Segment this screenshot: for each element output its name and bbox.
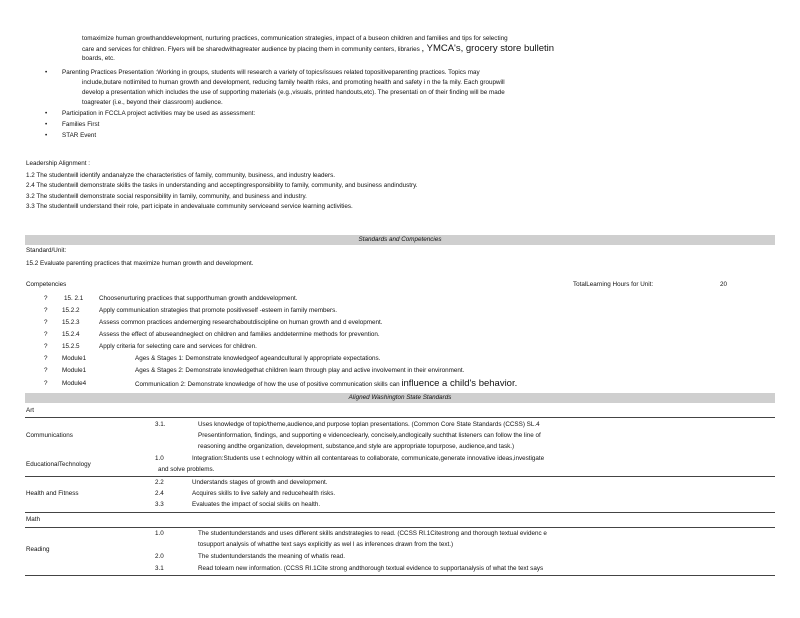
competency-text: Assess common practices andemerging researchaboutdiscipline on human growth and d evelopment.	[99, 319, 383, 326]
comm-31-line-3: reasoning andthe organization, development, substance,and style are appropriate topurpose, audience,and task.)	[198, 443, 515, 450]
math-label: Math	[26, 516, 40, 523]
divider	[25, 527, 775, 528]
bullet-participation: Participation in FCCLA project activities may be used as assessment:	[62, 110, 256, 117]
competency-bullet: ?	[44, 343, 48, 350]
competency-text: Apply communication strategies that promote positiveself -esteem in family members.	[99, 307, 337, 314]
competency-code: Module1	[62, 355, 87, 362]
health-text: Understands stages of growth and development.	[192, 479, 328, 486]
reading-10-num: 1.0	[155, 530, 164, 537]
standards-competencies-bar: Standards and Competencies	[25, 235, 775, 245]
competency-code: 15.2.5	[62, 343, 80, 350]
competency-text	[135, 380, 517, 389]
leadership-heading: Leadership Alignment :	[26, 160, 91, 167]
reading-20-num: 2.0	[155, 553, 164, 560]
reading-10-line-2: tosupport analysis of whatthe text says explicitly as wel l as inferences drawn from the text.)	[198, 541, 454, 548]
reading-20-text: The studentunderstands the meaning of whatis read.	[198, 553, 346, 560]
aligned-standards-bar: Aligned Washington State Standards	[25, 393, 775, 403]
competency-text: Assess the effect of abuseandneglect on children and families anddetermine methods for prevention.	[99, 331, 380, 338]
bullet-parenting-line-4: toagreater (i.e., beyond their classroom) audience.	[82, 99, 223, 106]
competency-bullet: ?	[44, 355, 48, 362]
competency-text: Ages & Stages 1: Demonstrate knowledgeof ageandcultural ly appropriate expectations.	[135, 355, 381, 362]
competencies-label: Competencies	[26, 281, 67, 288]
competency-text: Choosenurturing practices that supporthuman growth anddevelopment.	[99, 295, 298, 302]
comm-31-line-2: Presentinformation, findings, and supporting e videnceclearly, concisely,andlogically suchthat listeners can follow the line of	[198, 432, 541, 439]
health-num: 2.2	[155, 479, 164, 486]
leadership-item: 3.2 The studentwill demonstrate social responsibility in family, community, and business and industry.	[26, 193, 307, 200]
edtech-10-line-1: Integration:Students use t echnology within all contentareas to collaborate, communicate,generate innovative ideas,investigate	[192, 455, 545, 462]
reading-31-text: Read tolearn new information. (CCSS RI.1Cite strong andthorough textual evidence to supportanalysis of what the text says	[198, 565, 544, 572]
communications-label: Communications	[26, 432, 73, 439]
intro-line-2	[82, 45, 554, 54]
edtech-10-line-2: and solve problems.	[158, 466, 215, 473]
edtech-label: EducationalTechnology	[26, 461, 91, 468]
competency-text: Apply criteria for selecting care and services for children.	[99, 343, 257, 350]
competency-bullet: ?	[44, 367, 48, 374]
divider	[25, 575, 775, 576]
bullet-families-first: Families First	[62, 121, 100, 128]
intro-line-3: boards, etc.	[82, 55, 115, 62]
bullet-parenting-line-1: Parenting Practices Presentation :Working in groups, students will research a variety of topics/issues related topositiveparenting practices. Topics may	[62, 69, 480, 76]
leadership-item: 2.4 The studentwill demonstrate skills the tasks in understanding and acceptingresponsibility to family, community, and business andindustry.	[26, 182, 418, 189]
competency-code: 15.2.2	[62, 307, 80, 314]
leadership-item: 1.2 The studentwill identify andanalyze the characteristics of family, community, business, and industry leaders.	[26, 172, 336, 179]
competency-bullet: ?	[44, 295, 48, 302]
health-text: Acquires skills to live safely and reducehealth risks.	[192, 490, 336, 497]
competency-bullet: ?	[44, 307, 48, 314]
reading-31-num: 3.1	[155, 565, 164, 572]
bullet-dot: •	[45, 132, 48, 139]
competency-code: 15.2.4	[62, 331, 80, 338]
competency-text: Ages & Stages 2: Demonstrate knowledgethat children learn through play and active involvement in their environment.	[135, 367, 465, 374]
intro-line-1: tomaximize human growthanddevelopment, nurturing practices, communication strategies, impact of a buseon children and families and tips for selecting	[82, 35, 508, 42]
standard-unit-label: Standard/Unit:	[26, 247, 67, 254]
competency-code: Module1	[62, 367, 87, 374]
health-text: Evaluates the impact of social skills on health.	[192, 501, 321, 508]
competency-code: Module4	[62, 380, 87, 387]
bullet-dot: •	[45, 110, 48, 117]
leadership-item: 3.3 The studentwill understand their role, part icipate in andevaluate community serviceand service learning activities.	[26, 203, 353, 210]
bullet-dot: •	[45, 121, 48, 128]
comm-31-num: 3.1.	[155, 421, 166, 428]
divider	[25, 417, 775, 418]
bullet-parenting-line-3: develop a presentation which includes the use of supporting materials (e.g.,visuals, printed handouts,etc). The presentati on of their finding will be made	[82, 89, 505, 96]
divider	[25, 476, 775, 477]
art-label: Art	[26, 407, 35, 414]
total-hours-label: TotalLearning Hours for Unit:	[573, 281, 654, 288]
health-fitness-label: Health and Fitness	[26, 490, 79, 497]
competency-code: 15. 2.1	[64, 295, 84, 302]
bullet-dot: •	[45, 69, 48, 76]
competency-code: 15.2.3	[62, 319, 80, 326]
total-hours-value: 20	[720, 281, 728, 288]
competency-bullet: ?	[44, 331, 48, 338]
edtech-10-num: 1.0	[155, 455, 164, 462]
bullet-parenting-line-2: include,butare notlimited to human growth and development, reducing family health risks, and promoting health and safety i n the fa mily. Each groupwill	[82, 79, 505, 86]
divider	[25, 512, 775, 513]
competency-text-part: Communication 2: Demonstrate knowledge of how the use of positive communication skills can	[135, 381, 400, 388]
health-num: 2.4	[155, 490, 164, 497]
reading-label: Reading	[26, 546, 50, 553]
standard-unit-text: 15.2 Evaluate parenting practices that maximize human growth and development.	[26, 260, 254, 267]
comm-31-line-1: Uses knowledge of topic/theme,audience,and purpose toplan presentations. (Common Core State Standards (CCSS) SL.4	[198, 421, 540, 428]
intro-line-2-text: care and services for children. Flyers will be sharedwithagreater audience by placing them in community centers, libraries	[82, 46, 420, 53]
health-num: 3.3	[155, 501, 164, 508]
competency-text-emphasis: influence a child's behavior.	[401, 378, 518, 389]
reading-10-line-1: The studentunderstands and uses different skills andstrategies to read. (CCSS RI.1Citestrong and thorough textual evidenc e	[198, 530, 547, 537]
intro-line-2-emphasis: , YMCA's, grocery store bulletin	[421, 43, 555, 54]
competency-bullet: ?	[44, 319, 48, 326]
competency-bullet: ?	[44, 380, 48, 387]
bullet-star-event: STAR Event	[62, 132, 97, 139]
